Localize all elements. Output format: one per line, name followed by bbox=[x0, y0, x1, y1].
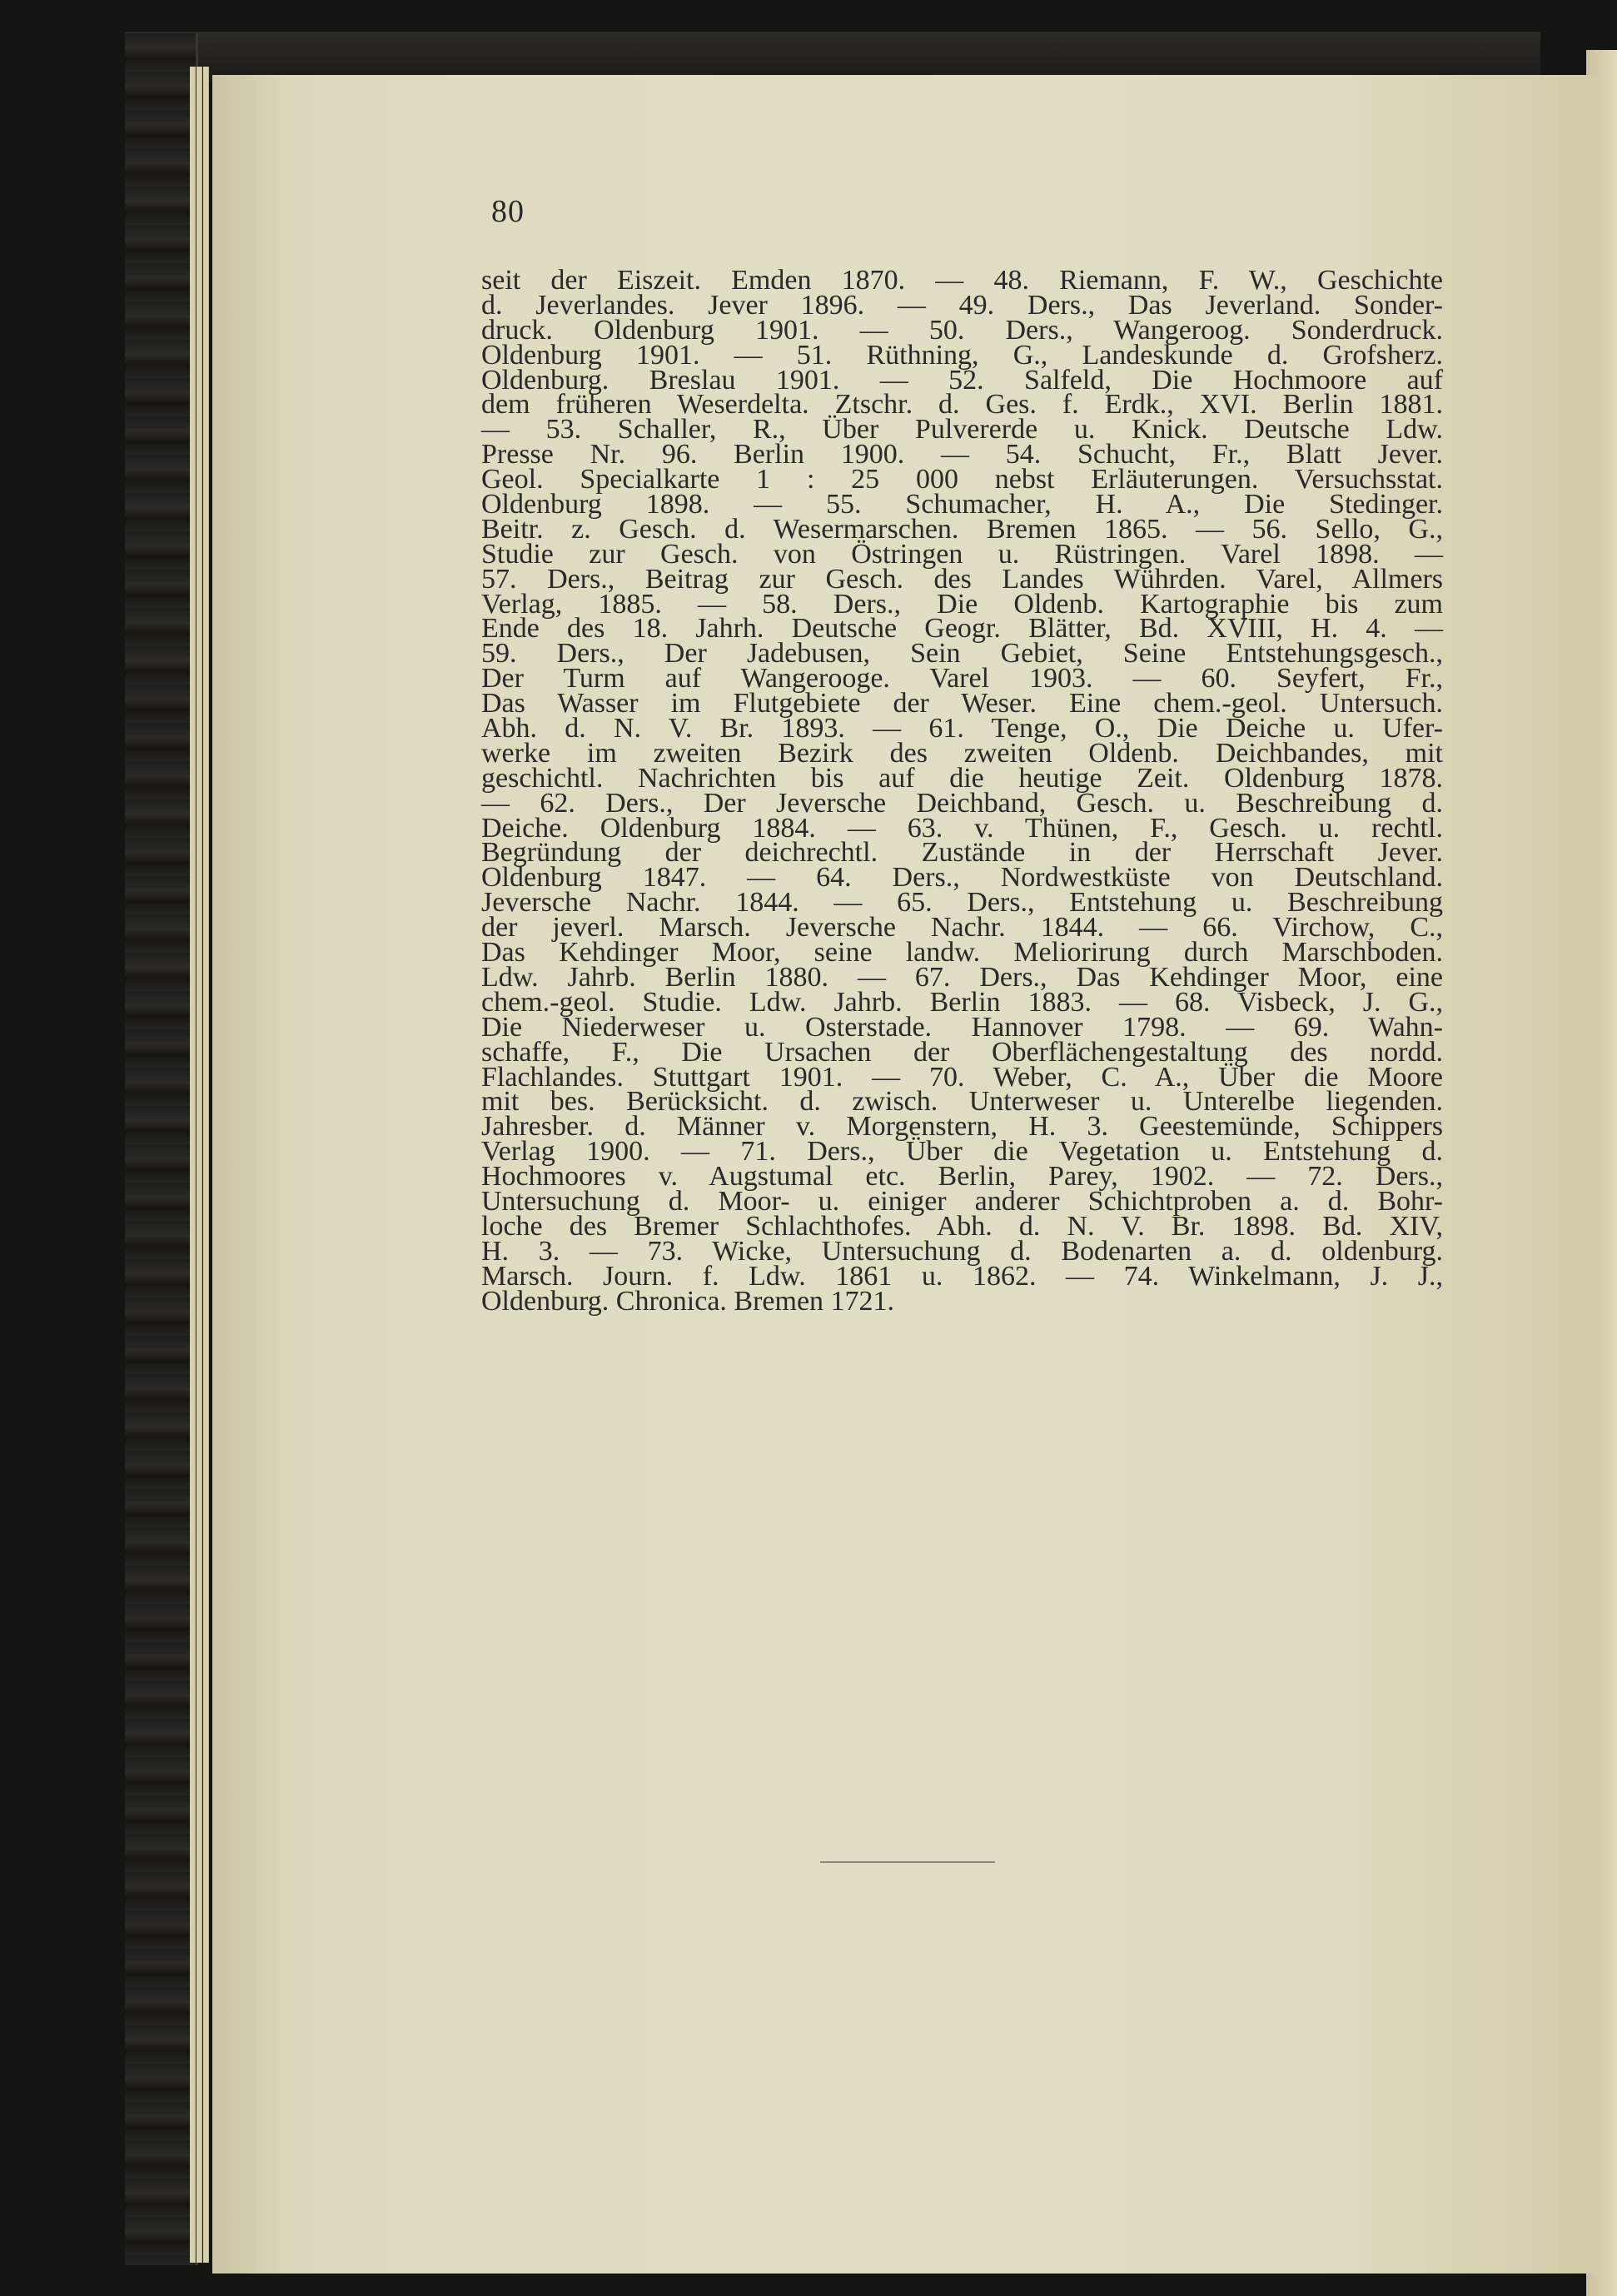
text-line: — 62. Ders., Der Jeversche Deichband, Gesch. u. Beschreibung d. bbox=[481, 787, 1443, 819]
text-line: loche des Bremer Schlachthofes. Abh. d. N. V. Br. 1898. Bd. XIV, bbox=[481, 1210, 1443, 1242]
text-line: Oldenburg 1901. — 51. Rüthning, G., Landeskunde d. Grofsherz. bbox=[481, 339, 1443, 371]
text-line: dem früheren Weserdelta. Ztschr. d. Ges. f. Erdk., XVI. Berlin 1881. bbox=[481, 389, 1443, 421]
text-line: Jahresber. d. Männer v. Morgenstern, H. 3. Geestemünde, Schippers bbox=[481, 1111, 1443, 1143]
text-line: Hochmoores v. Augstumal etc. Berlin, Parey, 1902. — 72. Ders., bbox=[481, 1161, 1443, 1193]
page-edge bbox=[203, 67, 209, 2263]
page-edge bbox=[197, 67, 202, 2263]
book-binding bbox=[125, 33, 198, 2265]
text-line: — 53. Schaller, R., Über Pulvererde u. Knick. Deutsche Ldw. bbox=[481, 414, 1443, 446]
text-line: Das Wasser im Flutgebiete der Weser. Eine chem.-geol. Untersuch. bbox=[481, 688, 1443, 720]
text-line: 59. Ders., Der Jadebusen, Sein Gebiet, Seine Entstehungsgesch., bbox=[481, 638, 1443, 670]
page-edge bbox=[190, 67, 196, 2263]
text-line: der jeverl. Marsch. Jeversche Nachr. 1844. — 66. Virchow, C., bbox=[481, 912, 1443, 944]
text-line: Oldenburg. Breslau 1901. — 52. Salfeld, Die Hochmoore auf bbox=[481, 364, 1443, 396]
text-line: werke im zweiten Bezirk des zweiten Oldenb. Deichbandes, mit bbox=[481, 737, 1443, 769]
text-line: seit der Eiszeit. Emden 1870. — 48. Riemann, F. W., Geschichte bbox=[481, 265, 1443, 296]
text-line: Die Niederweser u. Osterstade. Hannover 1798. — 69. Wahn- bbox=[481, 1011, 1443, 1043]
text-line: Beitr. z. Gesch. d. Wesermarschen. Bremen 1865. — 56. Sello, G., bbox=[481, 513, 1443, 545]
text-line: 57. Ders., Beitrag zur Gesch. des Landes Wührden. Varel, Allmers bbox=[481, 563, 1443, 595]
text-line: chem.-geol. Studie. Ldw. Jahrb. Berlin 1883. — 68. Visbeck, J. G., bbox=[481, 986, 1443, 1018]
text-line: druck. Oldenburg 1901. — 50. Ders., Wangeroog. Sonderdruck. bbox=[481, 314, 1443, 346]
book-cover-top-edge bbox=[125, 32, 1540, 82]
text-line: Abh. d. N. V. Br. 1893. — 61. Tenge, O., Die Deiche u. Ufer- bbox=[481, 713, 1443, 745]
text-line: Deiche. Oldenburg 1884. — 63. v. Thünen, F., Gesch. u. rechtl. bbox=[481, 812, 1443, 844]
text-line: Untersuchung d. Moor- u. einiger anderer Schichtproben a. d. Bohr- bbox=[481, 1185, 1443, 1217]
text-line: Marsch. Journ. f. Ldw. 1861 u. 1862. — 74. Winkelmann, J. J., bbox=[481, 1260, 1443, 1292]
text-line: Der Turm auf Wangerooge. Varel 1903. — 60. Seyfert, Fr., bbox=[481, 663, 1443, 695]
text-line: schaffe, F., Die Ursachen der Oberflächengestaltung des nordd. bbox=[481, 1036, 1443, 1068]
text-line: mit bes. Berücksicht. d. zwisch. Unterweser u. Unterelbe liegenden. bbox=[481, 1086, 1443, 1118]
text-line: H. 3. — 73. Wicke, Untersuchung d. Bodenarten a. d. oldenburg. bbox=[481, 1235, 1443, 1267]
bibliography-text bbox=[481, 265, 1443, 1317]
text-line: Oldenburg. Chronica. Bremen 1721. bbox=[481, 1285, 895, 1317]
end-rule bbox=[820, 1861, 995, 1863]
text-line: Jeversche Nachr. 1844. — 65. Ders., Entstehung u. Beschreibung bbox=[481, 887, 1443, 919]
text-line: Das Kehdinger Moor, seine landw. Meliorirung durch Marschboden. bbox=[481, 937, 1443, 969]
text-line: Geol. Specialkarte 1 : 25 000 nebst Erläuterungen. Versuchsstat. bbox=[481, 464, 1443, 496]
text-line: Ende des 18. Jahrh. Deutsche Geogr. Blätter, Bd. XVIII, H. 4. — bbox=[481, 613, 1443, 645]
text-line: Verlag 1900. — 71. Ders., Über die Vegetation u. Entstehung d. bbox=[481, 1136, 1443, 1168]
text-line: geschichtl. Nachrichten bis auf die heutige Zeit. Oldenburg 1878. bbox=[481, 762, 1443, 794]
text-line: Verlag, 1885. — 58. Ders., Die Oldenb. Kartographie bis zum bbox=[481, 588, 1443, 620]
text-line: Flachlandes. Stuttgart 1901. — 70. Weber, C. A., Über die Moore bbox=[481, 1061, 1443, 1093]
text-line: Studie zur Gesch. von Östringen u. Rüstringen. Varel 1898. — bbox=[481, 538, 1443, 570]
text-line: d. Jeverlandes. Jever 1896. — 49. Ders., Das Jeverland. Sonder- bbox=[481, 289, 1443, 321]
text-line: Oldenburg 1898. — 55. Schumacher, H. A., Die Stedinger. bbox=[481, 489, 1443, 520]
text-line: Begründung der deichrechtl. Zustände in der Herrschaft Jever. bbox=[481, 837, 1443, 869]
text-line: Oldenburg 1847. — 64. Ders., Nordwestküste von Deutschland. bbox=[481, 862, 1443, 894]
text-line: Ldw. Jahrb. Berlin 1880. — 67. Ders., Das Kehdinger Moor, eine bbox=[481, 961, 1443, 993]
text-line: Presse Nr. 96. Berlin 1900. — 54. Schucht, Fr., Blatt Jever. bbox=[481, 439, 1443, 471]
page-number: 80 bbox=[491, 194, 525, 229]
